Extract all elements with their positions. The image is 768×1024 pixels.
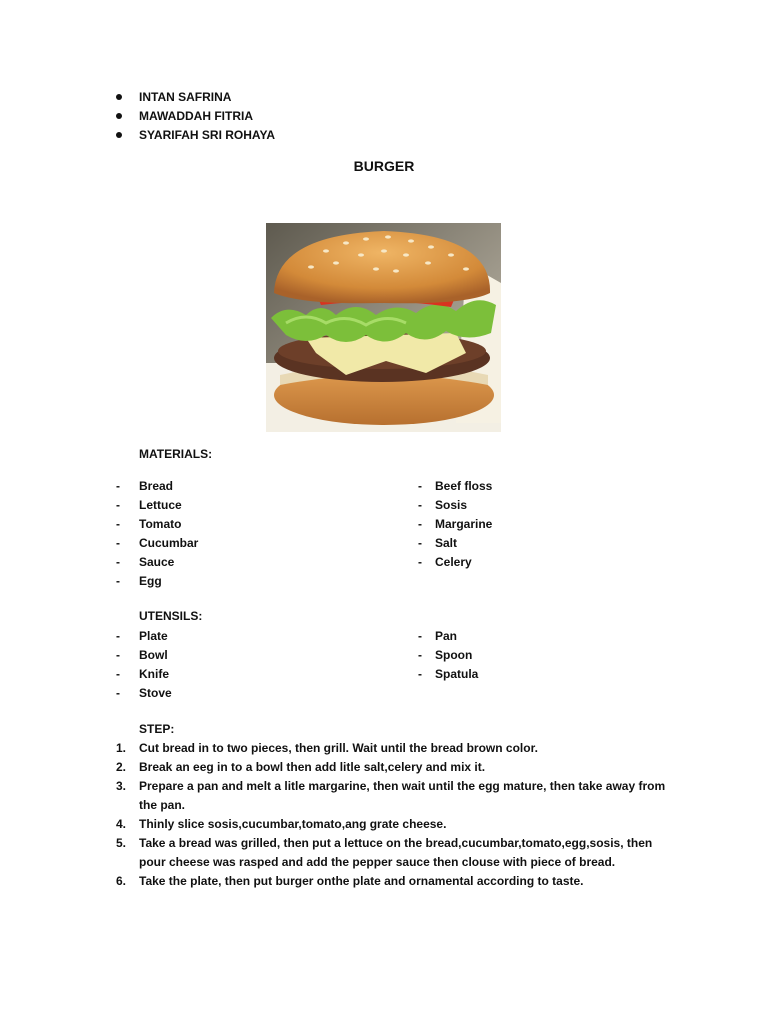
burger-photo (266, 223, 501, 432)
step-item: 6. Take the plate, then put burger onthe plate and ornamental according to taste. (116, 874, 584, 888)
utensils-heading: UTENSILS: (139, 609, 203, 623)
step-item: 4. Thinly slice sosis,cucumbar,tomato,ang grate cheese. (116, 817, 447, 831)
step-item: 3. Prepare a pan and melt a litle margarine, then wait until the egg mature, then take away from the pan. (116, 779, 666, 812)
steps-heading: STEP: (139, 722, 175, 736)
step-item: 5. Take a bread was grilled, then put a lettuce on the bread,cucumbar,tomato,egg,sosis, then pour cheese was rasped and add the pepper sauce then clouse with piece of bread. (116, 836, 653, 869)
bullet-icon (116, 132, 122, 138)
bullet-icon (116, 94, 122, 100)
bullet-icon (116, 113, 122, 119)
step-item: 2. Break an eeg in to a bowl then add litle salt,celery and mix it. (116, 760, 486, 774)
document-title: BURGER (353, 158, 415, 174)
document-page: INTAN SAFRINA MAWADDAH FITRIA SYARIFAH SRI ROHAYA BURGER MATERIALS: - Bread - Lettuce - Tomato - Cucumbar - Sauce - Egg - Beef floss - Sosis - Margarine - Salt - Celery UTENSILS: - Plate - Bowl - Knife - Stove - Pan - Spoon - Spatula STEP: 1. Cut bread in to two pieces, then grill. Wait until the bread brown color. 2. Break an eeg in to a bowl then add litle salt,celery and mix it. 3. Prepare a pan and melt a litle margarine, then wait until the egg mature, then take away from the pan. 4. Thinly slice sosis,cucumbar,tomato,ang grate cheese. 5. Take a bread was grilled, then put a lettuce on the bread,cucumbar,tomato,egg,sosis, then pour cheese was rasped and add the pepper sauce then clouse with piece of bread. 6. Take the plate, then put burger onthe plate and ornamental according to taste. (0, 0, 768, 1024)
steps-list (116, 739, 676, 891)
materials-heading: MATERIALS: (139, 447, 213, 461)
step-item: 1. Cut bread in to two pieces, then grill. Wait until the bread brown color. (116, 741, 538, 755)
